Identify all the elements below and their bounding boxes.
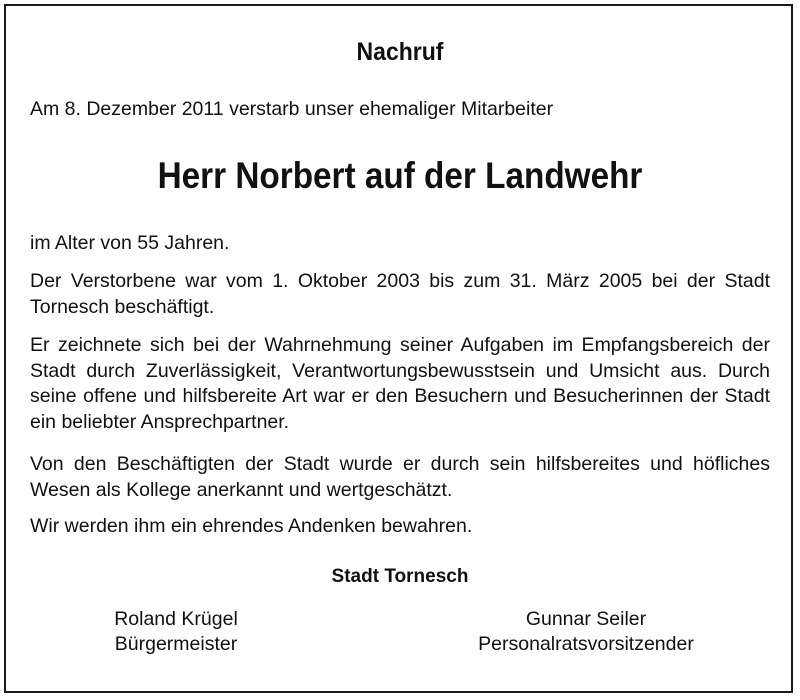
signatory-title: Personalratsvorsitzender [478, 633, 694, 655]
colleagues-paragraph: Von den Beschäftigten der Stadt wurde er durch sein hilfsbereites und höfliches Wesen als Kollege anerkannt und wertgeschätzt. [30, 453, 770, 501]
signatory-name: Roland Krügel [114, 608, 238, 630]
duties-paragraph: Er zeichnete sich bei der Wahrnehmung seiner Aufgaben im Empfangsbereich der Stadt durch Zuverlässigkeit, Verantwortungsbewusstsein und Umsicht aus. Durch seine offene und hilfsbereite Art war er den Besuchern und Besucherinnen der Stadt ein beliebter Ansprechpartner. [30, 334, 770, 433]
signatory-title: Bürgermeister [114, 633, 238, 655]
notice-heading: Nachruf [356, 38, 444, 66]
signatory-name: Gunnar Seiler [525, 608, 647, 630]
signatory-left [76, 607, 276, 657]
age-text: im Alter von 55 Jahren. [30, 232, 230, 254]
organization-name: Stadt Tornesch [331, 566, 469, 587]
memory-text: Wir werden ihm ein ehrendes Andenken bewahren. [30, 515, 473, 537]
employment-paragraph: Der Verstorbene war vom 1. Oktober 2003 bis zum 31. März 2005 bei der Stadt Tornesch beschäftigt. [30, 270, 770, 318]
signatory-right [436, 607, 736, 657]
deceased-name: Herr Norbert auf der Landwehr [157, 155, 643, 196]
intro-text: Am 8. Dezember 2011 verstarb unser ehemaliger Mitarbeiter [30, 98, 554, 120]
